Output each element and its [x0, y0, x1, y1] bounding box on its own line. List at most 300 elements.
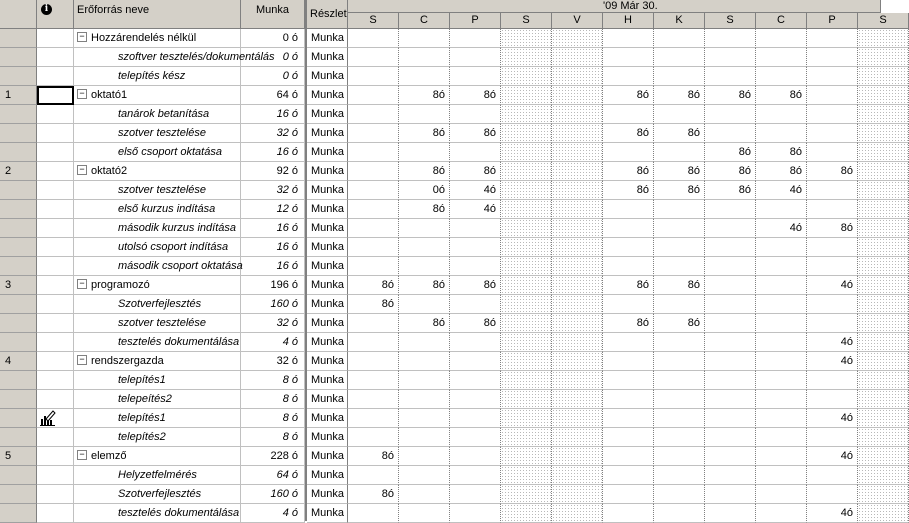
timephased-work-cell[interactable]: [858, 333, 909, 352]
timephased-work-cell[interactable]: 8ó: [399, 200, 450, 219]
work-cell[interactable]: 228 ó: [241, 447, 305, 466]
timephased-work-cell[interactable]: [501, 485, 552, 504]
row-header-cell[interactable]: [0, 390, 37, 409]
timephased-work-cell[interactable]: [501, 162, 552, 181]
timephased-work-cell[interactable]: [807, 257, 858, 276]
timephased-work-cell[interactable]: [552, 238, 603, 257]
work-cell[interactable]: 32 ó: [241, 352, 305, 371]
row-header-cell[interactable]: [0, 48, 37, 67]
timephased-work-cell[interactable]: [603, 447, 654, 466]
row-id-cell[interactable]: 3: [0, 276, 37, 295]
timephased-work-cell[interactable]: [450, 295, 501, 314]
timephased-work-cell[interactable]: [705, 390, 756, 409]
timephased-work-cell[interactable]: [756, 48, 807, 67]
timephased-work-cell[interactable]: [654, 409, 705, 428]
timephased-work-cell[interactable]: 8ó: [807, 162, 858, 181]
timephased-work-cell[interactable]: [807, 390, 858, 409]
timephased-work-cell[interactable]: [399, 238, 450, 257]
work-cell[interactable]: 196 ó: [241, 276, 305, 295]
timephased-work-cell[interactable]: [858, 257, 909, 276]
timescale-day-header[interactable]: P: [450, 13, 501, 29]
row-header-cell[interactable]: [0, 466, 37, 485]
resource-name-cell[interactable]: [74, 48, 275, 67]
timephased-work-cell[interactable]: [858, 105, 909, 124]
timephased-work-cell[interactable]: [450, 257, 501, 276]
timephased-work-cell[interactable]: [654, 200, 705, 219]
timephased-work-cell[interactable]: [501, 143, 552, 162]
timephased-work-cell[interactable]: [348, 162, 399, 181]
timephased-work-cell[interactable]: [807, 466, 858, 485]
timephased-work-cell[interactable]: [501, 200, 552, 219]
timephased-work-cell[interactable]: [654, 447, 705, 466]
timephased-work-cell[interactable]: [603, 409, 654, 428]
timephased-work-cell[interactable]: [705, 295, 756, 314]
resource-name-cell[interactable]: [74, 409, 241, 428]
resource-name-cell[interactable]: [74, 485, 241, 504]
timephased-work-cell[interactable]: 8ó: [705, 181, 756, 200]
timephased-work-cell[interactable]: [450, 29, 501, 48]
timephased-work-cell[interactable]: [450, 333, 501, 352]
timephased-work-cell[interactable]: [705, 257, 756, 276]
timephased-work-cell[interactable]: [552, 314, 603, 333]
timephased-work-cell[interactable]: [858, 504, 909, 523]
timephased-work-cell[interactable]: [756, 29, 807, 48]
timephased-work-cell[interactable]: [552, 67, 603, 86]
timephased-work-cell[interactable]: 8ó: [654, 181, 705, 200]
timephased-work-cell[interactable]: [399, 143, 450, 162]
timephased-work-cell[interactable]: [807, 124, 858, 143]
row-header-cell[interactable]: [0, 219, 37, 238]
timephased-work-cell[interactable]: [858, 181, 909, 200]
work-cell[interactable]: 32 ó: [241, 181, 305, 200]
timephased-work-cell[interactable]: [807, 29, 858, 48]
timephased-work-cell[interactable]: 8ó: [348, 295, 399, 314]
timephased-work-cell[interactable]: [654, 295, 705, 314]
timephased-work-cell[interactable]: [858, 86, 909, 105]
timephased-work-cell[interactable]: [756, 390, 807, 409]
timephased-work-cell[interactable]: [858, 485, 909, 504]
collapse-icon[interactable]: −: [77, 279, 87, 289]
timephased-work-cell[interactable]: [654, 48, 705, 67]
timephased-work-cell[interactable]: [807, 48, 858, 67]
timescale-week-header[interactable]: '09 Már 30.: [348, 0, 881, 13]
timephased-work-cell[interactable]: [807, 181, 858, 200]
work-cell[interactable]: 8 ó: [241, 409, 305, 428]
timephased-work-cell[interactable]: [807, 428, 858, 447]
timephased-work-cell[interactable]: [348, 67, 399, 86]
timephased-work-cell[interactable]: [348, 143, 399, 162]
timephased-work-cell[interactable]: [450, 143, 501, 162]
timephased-work-cell[interactable]: [858, 295, 909, 314]
resource-name-cell[interactable]: [74, 390, 241, 409]
timephased-work-cell[interactable]: [705, 352, 756, 371]
timephased-work-cell[interactable]: [858, 219, 909, 238]
timephased-work-cell[interactable]: [450, 409, 501, 428]
row-header-cell[interactable]: [0, 371, 37, 390]
timephased-work-cell[interactable]: [552, 162, 603, 181]
resource-name-cell[interactable]: [74, 219, 241, 238]
timephased-work-cell[interactable]: [552, 409, 603, 428]
work-cell[interactable]: 32 ó: [241, 124, 305, 143]
timephased-work-cell[interactable]: [756, 124, 807, 143]
work-cell[interactable]: 16 ó: [241, 219, 305, 238]
timephased-work-cell[interactable]: 4ó: [756, 181, 807, 200]
details-column-header[interactable]: Részlet: [307, 0, 348, 29]
resource-name-cell[interactable]: [74, 86, 241, 105]
resource-name-cell[interactable]: [74, 504, 241, 523]
timephased-work-cell[interactable]: [399, 29, 450, 48]
timephased-work-cell[interactable]: 8ó: [603, 276, 654, 295]
timephased-work-cell[interactable]: 8ó: [399, 276, 450, 295]
timephased-work-cell[interactable]: [399, 485, 450, 504]
timephased-work-cell[interactable]: [654, 390, 705, 409]
timephased-work-cell[interactable]: [858, 162, 909, 181]
timephased-work-cell[interactable]: [654, 29, 705, 48]
timephased-work-cell[interactable]: [603, 428, 654, 447]
timephased-work-cell[interactable]: [399, 466, 450, 485]
timephased-work-cell[interactable]: 8ó: [399, 314, 450, 333]
timephased-work-cell[interactable]: [756, 409, 807, 428]
timephased-work-cell[interactable]: [756, 276, 807, 295]
indicators-column-header[interactable]: [37, 0, 74, 29]
timephased-work-cell[interactable]: 4ó: [807, 352, 858, 371]
timephased-work-cell[interactable]: [705, 67, 756, 86]
timephased-work-cell[interactable]: [348, 86, 399, 105]
timephased-work-cell[interactable]: [399, 67, 450, 86]
timephased-work-cell[interactable]: [654, 485, 705, 504]
timephased-work-cell[interactable]: [807, 86, 858, 105]
row-id-cell[interactable]: 1: [0, 86, 37, 105]
timephased-work-cell[interactable]: [603, 504, 654, 523]
timephased-work-cell[interactable]: [654, 105, 705, 124]
timescale-day-header[interactable]: C: [756, 13, 807, 29]
timephased-work-cell[interactable]: [348, 219, 399, 238]
timephased-work-cell[interactable]: 0ó: [399, 181, 450, 200]
timephased-work-cell[interactable]: [756, 466, 807, 485]
row-header-cell[interactable]: [0, 257, 37, 276]
timephased-work-cell[interactable]: [756, 447, 807, 466]
timephased-work-cell[interactable]: [654, 333, 705, 352]
timephased-work-cell[interactable]: [705, 48, 756, 67]
work-cell[interactable]: 0 ó: [241, 48, 305, 67]
timephased-work-cell[interactable]: [399, 295, 450, 314]
timephased-work-cell[interactable]: [756, 485, 807, 504]
resource-name-cell[interactable]: [74, 428, 241, 447]
timephased-work-cell[interactable]: 4ó: [450, 200, 501, 219]
timescale-day-header[interactable]: H: [603, 13, 654, 29]
timephased-work-cell[interactable]: [552, 257, 603, 276]
timephased-work-cell[interactable]: [756, 371, 807, 390]
timephased-work-cell[interactable]: [654, 257, 705, 276]
timephased-work-cell[interactable]: [399, 352, 450, 371]
work-column-header[interactable]: Munka: [241, 0, 305, 29]
row-header-cell[interactable]: [0, 181, 37, 200]
timephased-work-cell[interactable]: [603, 67, 654, 86]
timephased-work-cell[interactable]: [399, 333, 450, 352]
timephased-work-cell[interactable]: [858, 67, 909, 86]
timephased-work-cell[interactable]: [450, 352, 501, 371]
row-header-cell[interactable]: [0, 333, 37, 352]
resource-name-column-header[interactable]: Erőforrás neve: [74, 0, 241, 29]
timephased-work-cell[interactable]: [501, 48, 552, 67]
work-cell[interactable]: 64 ó: [241, 86, 305, 105]
timephased-work-cell[interactable]: [705, 238, 756, 257]
timephased-work-cell[interactable]: [501, 257, 552, 276]
timephased-work-cell[interactable]: [807, 143, 858, 162]
timephased-work-cell[interactable]: [348, 333, 399, 352]
timephased-work-cell[interactable]: [603, 238, 654, 257]
timephased-work-cell[interactable]: [348, 352, 399, 371]
timescale-day-header[interactable]: S: [858, 13, 909, 29]
resource-name-cell[interactable]: [74, 67, 241, 86]
resource-name-cell[interactable]: [74, 200, 241, 219]
timephased-work-cell[interactable]: [501, 295, 552, 314]
resource-name-cell[interactable]: [74, 276, 241, 295]
timephased-work-cell[interactable]: [450, 447, 501, 466]
timephased-work-cell[interactable]: [552, 105, 603, 124]
timephased-work-cell[interactable]: [552, 390, 603, 409]
timephased-work-cell[interactable]: [501, 29, 552, 48]
timephased-work-cell[interactable]: [756, 428, 807, 447]
timephased-work-cell[interactable]: [552, 466, 603, 485]
timephased-work-cell[interactable]: [705, 447, 756, 466]
row-id-cell[interactable]: 5: [0, 447, 37, 466]
row-header-cell[interactable]: [0, 295, 37, 314]
timescale-day-header[interactable]: K: [654, 13, 705, 29]
resource-name-cell[interactable]: [74, 295, 241, 314]
timephased-work-cell[interactable]: [756, 200, 807, 219]
timephased-work-cell[interactable]: [501, 238, 552, 257]
timephased-work-cell[interactable]: 8ó: [603, 314, 654, 333]
timephased-work-cell[interactable]: [705, 504, 756, 523]
work-cell[interactable]: 8 ó: [241, 371, 305, 390]
resource-name-cell[interactable]: [74, 105, 241, 124]
timephased-work-cell[interactable]: [858, 200, 909, 219]
timephased-work-cell[interactable]: [501, 390, 552, 409]
timescale-day-header[interactable]: S: [348, 13, 399, 29]
timephased-work-cell[interactable]: [807, 238, 858, 257]
timephased-work-cell[interactable]: [399, 409, 450, 428]
timephased-work-cell[interactable]: [501, 466, 552, 485]
work-cell[interactable]: 160 ó: [241, 295, 305, 314]
timephased-work-cell[interactable]: [552, 428, 603, 447]
timephased-work-cell[interactable]: [450, 105, 501, 124]
resource-name-cell[interactable]: [74, 314, 241, 333]
timephased-work-cell[interactable]: [705, 371, 756, 390]
timescale-day-header[interactable]: P: [807, 13, 858, 29]
timephased-work-cell[interactable]: [807, 314, 858, 333]
timephased-work-cell[interactable]: 8ó: [654, 86, 705, 105]
timephased-work-cell[interactable]: [552, 86, 603, 105]
selected-cell[interactable]: [37, 86, 74, 105]
timephased-work-cell[interactable]: [705, 105, 756, 124]
resource-name-cell[interactable]: [74, 371, 241, 390]
timephased-work-cell[interactable]: [450, 371, 501, 390]
timephased-work-cell[interactable]: [705, 333, 756, 352]
resource-name-cell[interactable]: [74, 466, 241, 485]
timephased-work-cell[interactable]: [603, 352, 654, 371]
timephased-work-cell[interactable]: [807, 105, 858, 124]
timephased-work-cell[interactable]: [654, 143, 705, 162]
timephased-work-cell[interactable]: [348, 124, 399, 143]
timephased-work-cell[interactable]: [501, 314, 552, 333]
timephased-work-cell[interactable]: [705, 200, 756, 219]
resource-name-cell[interactable]: [74, 333, 241, 352]
resource-name-cell[interactable]: [74, 257, 241, 276]
timescale-day-header[interactable]: S: [501, 13, 552, 29]
timephased-work-cell[interactable]: 8ó: [399, 162, 450, 181]
timephased-work-cell[interactable]: [756, 352, 807, 371]
timephased-work-cell[interactable]: [807, 295, 858, 314]
row-header-cell[interactable]: [0, 409, 37, 428]
work-cell[interactable]: 64 ó: [241, 466, 305, 485]
timephased-work-cell[interactable]: [348, 466, 399, 485]
timescale-day-header[interactable]: S: [705, 13, 756, 29]
timephased-work-cell[interactable]: 8ó: [603, 124, 654, 143]
timephased-work-cell[interactable]: [858, 447, 909, 466]
work-cell[interactable]: 0 ó: [241, 29, 305, 48]
timephased-work-cell[interactable]: [603, 200, 654, 219]
timephased-work-cell[interactable]: 4ó: [807, 447, 858, 466]
timephased-work-cell[interactable]: 8ó: [603, 86, 654, 105]
timephased-work-cell[interactable]: 8ó: [603, 162, 654, 181]
work-cell[interactable]: 92 ó: [241, 162, 305, 181]
timephased-work-cell[interactable]: [858, 143, 909, 162]
resource-name-cell[interactable]: [74, 162, 241, 181]
collapse-icon[interactable]: −: [77, 32, 87, 42]
timephased-work-cell[interactable]: [603, 371, 654, 390]
timephased-work-cell[interactable]: [552, 485, 603, 504]
timephased-work-cell[interactable]: [603, 485, 654, 504]
timephased-work-cell[interactable]: [654, 466, 705, 485]
row-header-cell[interactable]: [0, 105, 37, 124]
timephased-work-cell[interactable]: [858, 371, 909, 390]
timephased-work-cell[interactable]: [705, 466, 756, 485]
timephased-work-cell[interactable]: 4ó: [756, 219, 807, 238]
timephased-work-cell[interactable]: 8ó: [705, 162, 756, 181]
resource-name-cell[interactable]: [74, 352, 241, 371]
resource-name-cell[interactable]: [74, 447, 241, 466]
timephased-work-cell[interactable]: 8ó: [705, 143, 756, 162]
timephased-work-cell[interactable]: [450, 48, 501, 67]
timephased-work-cell[interactable]: [501, 504, 552, 523]
timephased-work-cell[interactable]: [705, 219, 756, 238]
timephased-work-cell[interactable]: [450, 67, 501, 86]
timescale-day-header[interactable]: V: [552, 13, 603, 29]
timephased-work-cell[interactable]: 4ó: [807, 409, 858, 428]
timephased-work-cell[interactable]: [705, 485, 756, 504]
timephased-work-cell[interactable]: [603, 105, 654, 124]
timephased-work-cell[interactable]: [450, 238, 501, 257]
resource-name-cell[interactable]: [74, 238, 241, 257]
timephased-work-cell[interactable]: [603, 257, 654, 276]
timephased-work-cell[interactable]: [807, 67, 858, 86]
timephased-work-cell[interactable]: [858, 314, 909, 333]
timephased-work-cell[interactable]: [348, 409, 399, 428]
timephased-work-cell[interactable]: 8ó: [807, 219, 858, 238]
timephased-work-cell[interactable]: [603, 295, 654, 314]
timephased-work-cell[interactable]: [756, 333, 807, 352]
timephased-work-cell[interactable]: 8ó: [348, 276, 399, 295]
timephased-work-cell[interactable]: 8ó: [603, 181, 654, 200]
timephased-work-cell[interactable]: [858, 390, 909, 409]
timephased-work-cell[interactable]: 8ó: [654, 276, 705, 295]
row-header-cell[interactable]: [0, 67, 37, 86]
timephased-work-cell[interactable]: [552, 352, 603, 371]
row-header-cell[interactable]: [0, 143, 37, 162]
timephased-work-cell[interactable]: 8ó: [705, 86, 756, 105]
timephased-work-cell[interactable]: [399, 257, 450, 276]
work-cell[interactable]: 16 ó: [241, 257, 305, 276]
timephased-work-cell[interactable]: [450, 466, 501, 485]
timephased-work-cell[interactable]: [501, 86, 552, 105]
timescale-day-header[interactable]: C: [399, 13, 450, 29]
timephased-work-cell[interactable]: [552, 333, 603, 352]
timephased-work-cell[interactable]: [552, 29, 603, 48]
row-header-cell[interactable]: [0, 314, 37, 333]
timephased-work-cell[interactable]: [858, 352, 909, 371]
timephased-work-cell[interactable]: [348, 314, 399, 333]
timephased-work-cell[interactable]: [705, 29, 756, 48]
timephased-work-cell[interactable]: [450, 428, 501, 447]
timephased-work-cell[interactable]: [807, 485, 858, 504]
timephased-work-cell[interactable]: [552, 181, 603, 200]
resource-name-cell[interactable]: [74, 124, 241, 143]
row-header-cell[interactable]: [0, 124, 37, 143]
timephased-work-cell[interactable]: [501, 409, 552, 428]
resource-name-cell[interactable]: [74, 143, 241, 162]
timephased-work-cell[interactable]: [858, 29, 909, 48]
timephased-work-cell[interactable]: [654, 428, 705, 447]
row-header-cell[interactable]: [0, 200, 37, 219]
resource-name-cell[interactable]: [74, 29, 241, 48]
timephased-work-cell[interactable]: [399, 504, 450, 523]
timephased-work-cell[interactable]: [552, 504, 603, 523]
work-cell[interactable]: 0 ó: [241, 67, 305, 86]
timephased-work-cell[interactable]: [348, 238, 399, 257]
timephased-work-cell[interactable]: [756, 314, 807, 333]
timephased-work-cell[interactable]: 8ó: [756, 162, 807, 181]
timephased-work-cell[interactable]: [654, 352, 705, 371]
row-header-cell[interactable]: [0, 428, 37, 447]
timephased-work-cell[interactable]: [501, 124, 552, 143]
timephased-work-cell[interactable]: [858, 276, 909, 295]
timephased-work-cell[interactable]: [450, 485, 501, 504]
timephased-work-cell[interactable]: [450, 219, 501, 238]
timephased-work-cell[interactable]: [603, 333, 654, 352]
work-cell[interactable]: 16 ó: [241, 105, 305, 124]
timephased-work-cell[interactable]: [705, 276, 756, 295]
timephased-work-cell[interactable]: [705, 428, 756, 447]
timephased-work-cell[interactable]: [756, 105, 807, 124]
timephased-work-cell[interactable]: [858, 48, 909, 67]
collapse-icon[interactable]: −: [77, 355, 87, 365]
timephased-work-cell[interactable]: [501, 181, 552, 200]
timephased-work-cell[interactable]: [705, 409, 756, 428]
timephased-work-cell[interactable]: [399, 48, 450, 67]
timephased-work-cell[interactable]: [552, 295, 603, 314]
timephased-work-cell[interactable]: [501, 447, 552, 466]
timephased-work-cell[interactable]: [501, 276, 552, 295]
timephased-work-cell[interactable]: 8ó: [654, 314, 705, 333]
work-cell[interactable]: 4 ó: [241, 504, 305, 523]
timephased-work-cell[interactable]: [399, 219, 450, 238]
row-header-cell[interactable]: [0, 485, 37, 504]
timephased-work-cell[interactable]: [399, 371, 450, 390]
timephased-work-cell[interactable]: [348, 390, 399, 409]
work-cell[interactable]: 16 ó: [241, 238, 305, 257]
timephased-work-cell[interactable]: [399, 428, 450, 447]
